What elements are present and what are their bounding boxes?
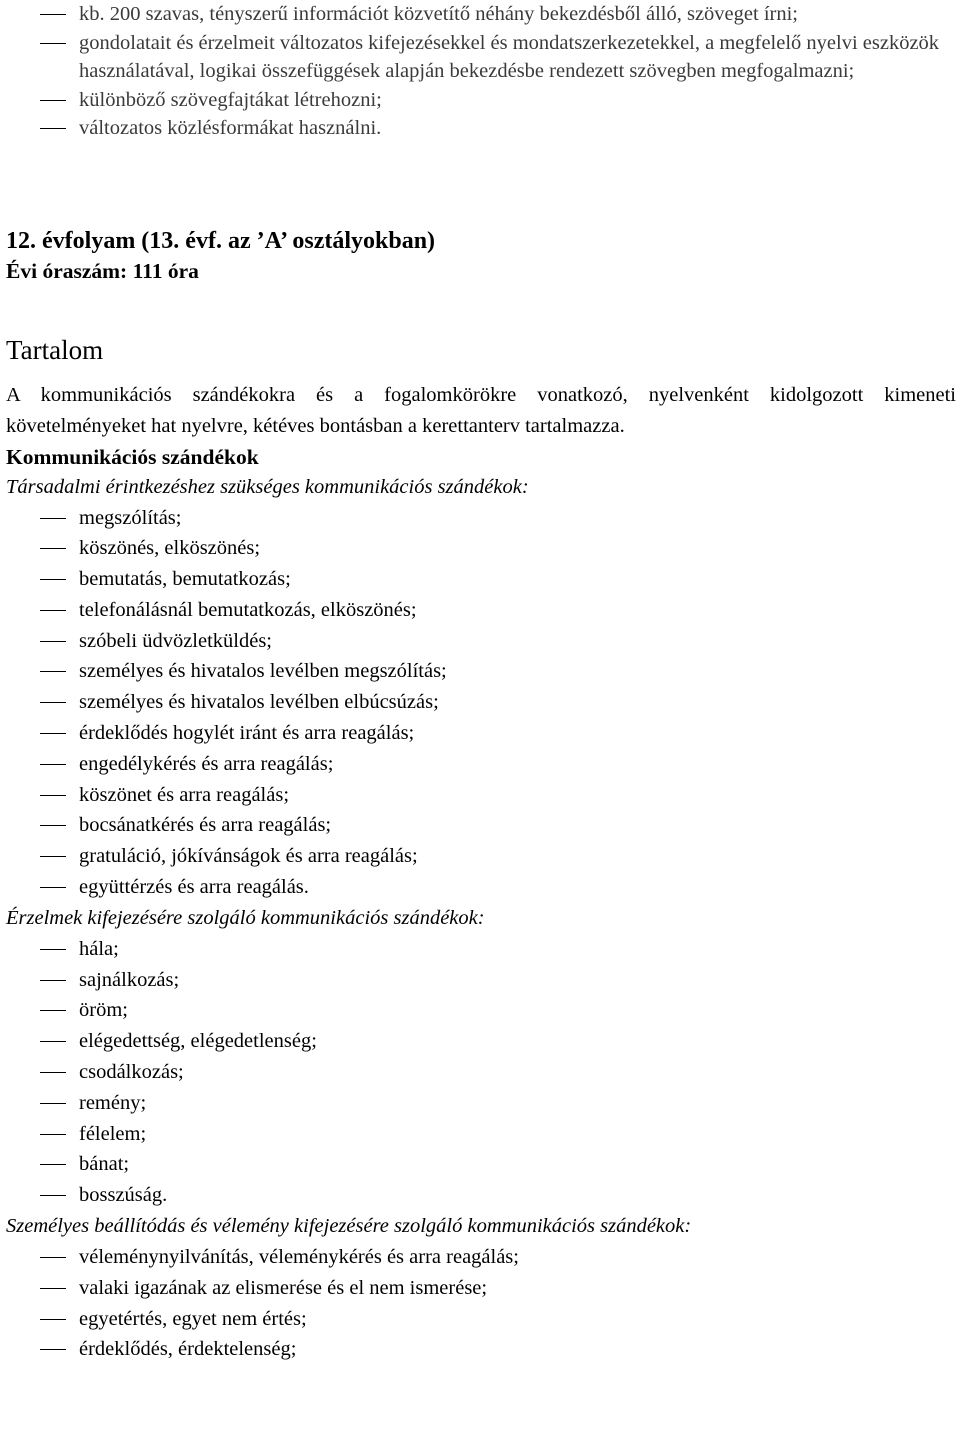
opinion-intents-list	[6, 1242, 956, 1365]
list-item: félelem;	[6, 1119, 956, 1150]
list-item: érdeklődés, érdektelenség;	[6, 1334, 956, 1365]
list-item: szóbeli üdvözletküldés;	[6, 626, 956, 657]
dash-bullet-icon	[40, 548, 66, 549]
list-item: megszólítás;	[6, 503, 956, 534]
dash-bullet-icon	[40, 702, 66, 703]
dash-bullet-icon	[40, 1072, 66, 1073]
dash-bullet-icon	[40, 1134, 66, 1135]
list-item: öröm;	[6, 995, 956, 1026]
list-item: bosszúság.	[6, 1180, 956, 1211]
list-item: bocsánatkérés és arra reagálás;	[6, 810, 956, 841]
list-item: bánat;	[6, 1149, 956, 1180]
group-title: Személyes beállítódás és vélemény kifejezésére szolgáló kommunikációs szándékok:	[6, 1215, 692, 1238]
list-item: egyetértés, egyet nem értés;	[6, 1304, 956, 1335]
dash-bullet-icon	[40, 795, 66, 796]
dash-bullet-icon	[40, 1164, 66, 1165]
list-item: köszönet és arra reagálás;	[6, 780, 956, 811]
dash-bullet-icon	[40, 887, 66, 888]
intro-list	[6, 0, 956, 143]
dash-bullet-icon	[40, 1288, 66, 1289]
list-item: különböző szövegfajtákat létrehozni;	[6, 86, 956, 115]
list-item: gratuláció, jókívánságok és arra reagálás;	[6, 841, 956, 872]
document-page	[6, 0, 956, 1365]
dash-bullet-icon	[40, 733, 66, 734]
dash-bullet-icon	[40, 856, 66, 857]
list-item: hála;	[6, 934, 956, 965]
dash-bullet-icon	[40, 1103, 66, 1104]
dash-bullet-icon	[40, 671, 66, 672]
list-item: bemutatás, bemutatkozás;	[6, 564, 956, 595]
dash-bullet-icon	[40, 1195, 66, 1196]
dash-bullet-icon	[40, 641, 66, 642]
dash-bullet-icon	[40, 1257, 66, 1258]
hours-heading: Évi óraszám: 111 óra	[6, 258, 199, 283]
list-item: véleménynyilvánítás, véleménykérés és arra reagálás;	[6, 1242, 956, 1273]
dash-bullet-icon	[40, 1319, 66, 1320]
list-item: köszönés, elköszönés;	[6, 533, 956, 564]
list-item: együttérzés és arra reagálás.	[6, 872, 956, 903]
dash-bullet-icon	[40, 128, 66, 129]
dash-bullet-icon	[40, 14, 66, 15]
dash-bullet-icon	[40, 764, 66, 765]
dash-bullet-icon	[40, 1349, 66, 1350]
list-item: csodálkozás;	[6, 1057, 956, 1088]
social-intents-list	[6, 503, 956, 903]
list-item: személyes és hivatalos levélben elbúcsúzás;	[6, 687, 956, 718]
dash-bullet-icon	[40, 1010, 66, 1011]
list-item: kb. 200 szavas, tényszerű információt közvetítő néhány bekezdésből álló, szöveget írni;	[6, 0, 956, 29]
dash-bullet-icon	[40, 100, 66, 101]
dash-bullet-icon	[40, 43, 66, 44]
subheading: Kommunikációs szándékok	[6, 444, 259, 469]
dash-bullet-icon	[40, 949, 66, 950]
emotion-intents-list	[6, 934, 956, 1211]
list-item: sajnálkozás;	[6, 965, 956, 996]
list-item: gondolatait és érzelmeit változatos kifejezésekkel és mondatszerkezetekkel, a megfelelő nyelvi eszközök használatával, logikai összefüggések alapján bekezdésbe rendezett szövegben megfogalmazni;	[6, 29, 956, 86]
dash-bullet-icon	[40, 825, 66, 826]
dash-bullet-icon	[40, 1041, 66, 1042]
group-title: Érzelmek kifejezésére szolgáló kommunikációs szándékok:	[6, 906, 485, 929]
list-item: személyes és hivatalos levélben megszólítás;	[6, 656, 956, 687]
dash-bullet-icon	[40, 980, 66, 981]
dash-bullet-icon	[40, 579, 66, 580]
list-item: engedélykérés és arra reagálás;	[6, 749, 956, 780]
list-item: érdeklődés hogylét iránt és arra reagálás;	[6, 718, 956, 749]
list-item: elégedettség, elégedetlenség;	[6, 1026, 956, 1057]
list-item: változatos közlésformákat használni.	[6, 114, 956, 143]
grade-heading: 12. évfolyam (13. évf. az ’A’ osztályokban)	[6, 227, 436, 254]
group-title: Társadalmi érintkezéshez szükséges kommunikációs szándékok:	[6, 475, 529, 498]
dash-bullet-icon	[40, 518, 66, 519]
section-title: Tartalom	[6, 334, 104, 365]
dash-bullet-icon	[40, 610, 66, 611]
list-item: telefonálásnál bemutatkozás, elköszönés;	[6, 595, 956, 626]
list-item: valaki igazának az elismerése és el nem ismerése;	[6, 1273, 956, 1304]
list-item: remény;	[6, 1088, 956, 1119]
content-paragraph: A kommunikációs szándékokra és a fogalomkörökre vonatkozó, nyelvenként kidolgozott kimeneti követelményeket hat nyelvre, kétéves bontásban a kerettanterv tartalmazza.	[6, 383, 956, 437]
